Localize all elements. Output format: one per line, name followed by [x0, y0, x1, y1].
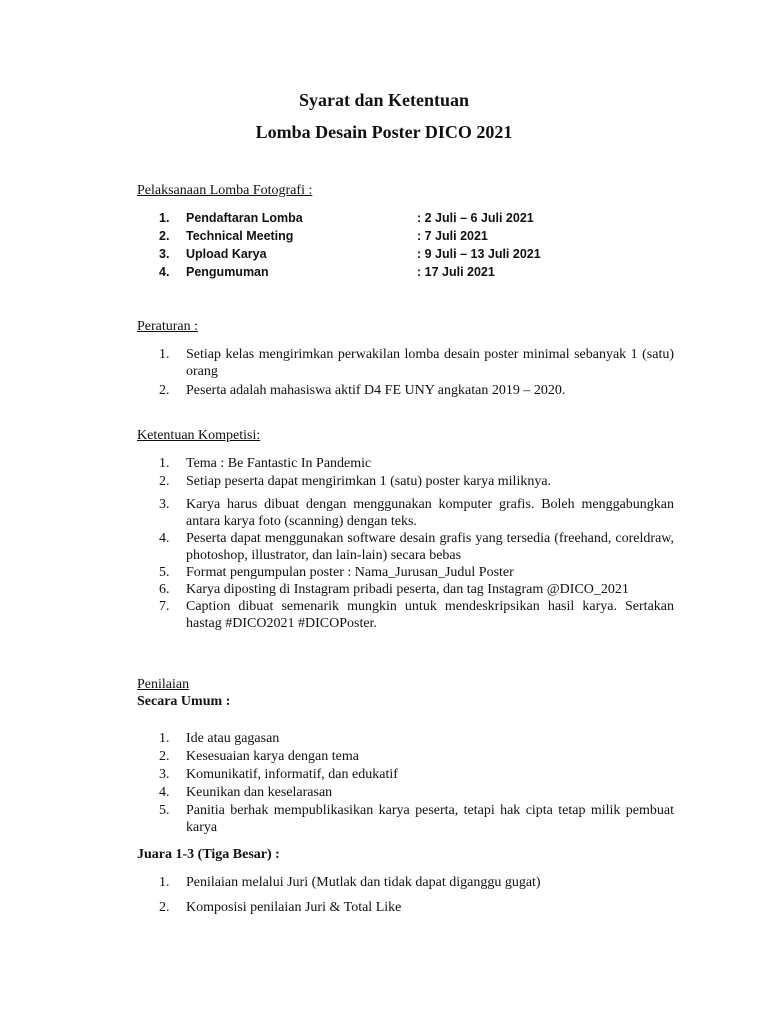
- list-item: [137, 455, 674, 472]
- list-item-text: Format pengumpulan poster : Nama_Jurusan_Judul Poster: [186, 565, 514, 580]
- list-number: 1.: [159, 456, 170, 471]
- ketentuan-heading: Ketentuan Kompetisi:: [137, 428, 261, 443]
- list-number: 3.: [159, 497, 170, 512]
- list-item: [137, 473, 674, 490]
- list-item-text: Peserta adalah mahasiswa aktif D4 FE UNY angkatan 2019 – 2020.: [186, 383, 566, 398]
- list-item: [137, 346, 674, 380]
- schedule-item: [137, 263, 674, 281]
- list-number: 4.: [159, 785, 170, 800]
- schedule-item: [137, 227, 674, 245]
- list-item-text: Caption dibuat semenarik mungkin untuk mendeskripsikan hasil karya. Sertakan hastag #DICO2021 #DICOPoster.: [186, 599, 674, 631]
- list-item: [137, 730, 674, 747]
- schedule-list: [137, 209, 674, 281]
- list-item-text: Peserta dapat menggunakan software desain grafis yang tersedia (freehand, coreldraw, photoshop, illustrator, dan lain-lain) secara bebas: [186, 531, 674, 563]
- schedule-label: Technical Meeting: [186, 229, 294, 243]
- juara-list: [137, 874, 674, 916]
- list-item: [137, 874, 674, 891]
- list-item-text: Tema : Be Fantastic In Pandemic: [186, 456, 372, 471]
- schedule-date: : 17 Juli 2021: [417, 265, 495, 279]
- schedule-date: : 9 Juli – 13 Juli 2021: [417, 247, 541, 261]
- list-number: 7.: [159, 599, 170, 614]
- schedule-label: Pendaftaran Lomba: [186, 211, 303, 225]
- peraturan-heading: Peraturan :: [137, 319, 199, 334]
- list-item-text: Penilaian melalui Juri (Mutlak dan tidak dapat diganggu gugat): [186, 875, 541, 890]
- list-item: [137, 784, 674, 801]
- pelaksanaan-heading: Pelaksanaan Lomba Fotografi :: [137, 183, 313, 198]
- document-subtitle: Lomba Desain Poster DICO 2021: [255, 122, 513, 142]
- list-item: [137, 564, 674, 581]
- list-number: 2.: [159, 474, 170, 489]
- list-number: 2.: [159, 900, 170, 915]
- list-number: 5.: [159, 803, 170, 818]
- list-number: 2.: [159, 229, 170, 243]
- list-item: [137, 496, 674, 530]
- schedule-date: : 2 Juli – 6 Juli 2021: [417, 211, 534, 225]
- list-number: 3.: [159, 247, 170, 261]
- secara-umum-heading: Secara Umum :: [137, 694, 231, 709]
- schedule-date: : 7 Juli 2021: [417, 229, 488, 243]
- list-number: 5.: [159, 565, 170, 580]
- list-item-text: Komunikatif, informatif, dan edukatif: [186, 767, 398, 782]
- ketentuan-list: [137, 455, 674, 632]
- list-number: 1.: [159, 211, 170, 225]
- list-number: 1.: [159, 731, 170, 746]
- list-number: 2.: [159, 749, 170, 764]
- list-number: 4.: [159, 265, 170, 279]
- list-number: 2.: [159, 383, 170, 398]
- list-item-text: Ide atau gagasan: [186, 731, 280, 746]
- list-item: [137, 382, 674, 399]
- schedule-label: Upload Karya: [186, 247, 267, 261]
- list-item-text: Keunikan dan keselarasan: [186, 785, 333, 800]
- list-item: [137, 766, 674, 783]
- schedule-item: [137, 209, 674, 227]
- schedule-label: Pengumuman: [186, 265, 269, 279]
- list-item-text: Kesesuaian karya dengan tema: [186, 749, 359, 764]
- document-title: Syarat dan Ketentuan: [298, 90, 469, 110]
- list-item: [137, 598, 674, 632]
- list-number: 4.: [159, 531, 170, 546]
- list-item-text: Setiap peserta dapat mengirimkan 1 (satu) poster karya miliknya.: [186, 474, 552, 489]
- list-item-text: Karya diposting di Instagram pribadi peserta, dan tag Instagram @DICO_2021: [186, 582, 629, 597]
- list-item-text: Komposisi penilaian Juri & Total Like: [186, 900, 402, 915]
- peraturan-list: [137, 346, 674, 399]
- list-item: [137, 899, 674, 916]
- list-number: 6.: [159, 582, 170, 597]
- juara-heading: Juara 1-3 (Tiga Besar) :: [137, 847, 280, 862]
- list-item-text: Karya harus dibuat dengan menggunakan komputer grafis. Boleh menggabungkan antara karya foto (scanning) dengan teks.: [186, 497, 674, 529]
- list-item-text: Setiap kelas mengirimkan perwakilan lomba desain poster minimal sebanyak 1 (satu) orang: [186, 347, 674, 379]
- list-item-text: Panitia berhak mempublikasikan karya peserta, tetapi hak cipta tetap milik pembuat karya: [186, 803, 674, 835]
- schedule-item: [137, 245, 674, 263]
- secara-umum-list: [137, 730, 674, 836]
- list-number: 3.: [159, 767, 170, 782]
- list-item: [137, 530, 674, 564]
- list-number: 1.: [159, 347, 170, 362]
- list-item: [137, 581, 674, 598]
- penilaian-heading: Penilaian: [137, 677, 190, 692]
- list-item: [137, 802, 674, 836]
- list-number: 1.: [159, 875, 170, 890]
- list-item: [137, 748, 674, 765]
